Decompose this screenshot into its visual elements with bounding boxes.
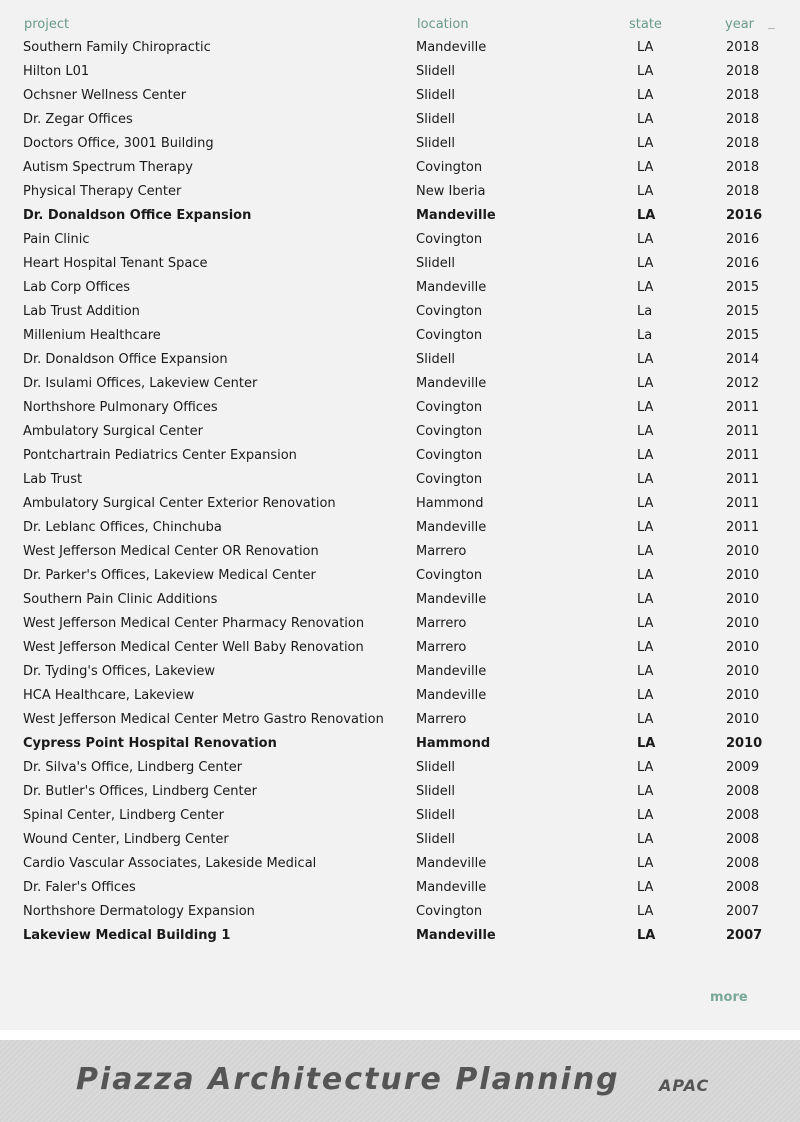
table-row — [0, 756, 800, 780]
cell-state: LA — [637, 592, 654, 607]
table-row — [0, 276, 800, 300]
cell-state: LA — [637, 856, 654, 871]
table-row — [0, 708, 800, 732]
cell-project: Ambulatory Surgical Center — [23, 424, 203, 439]
cell-year: 2010 — [726, 568, 760, 583]
cell-location: Mandeville — [416, 40, 487, 55]
cell-project: Millenium Healthcare — [23, 328, 161, 343]
cell-state: LA — [637, 256, 654, 271]
cell-year: 2018 — [726, 88, 760, 103]
cell-year: 2011 — [726, 496, 760, 511]
cell-project: West Jefferson Medical Center OR Renovation — [23, 544, 319, 559]
cell-state: LA — [637, 880, 654, 895]
cell-project: HCA Healthcare, Lakeview — [23, 688, 195, 703]
footer-divider — [0, 1030, 800, 1040]
cell-year: 2016 — [726, 232, 760, 247]
cell-project: Dr. Faler's Offices — [23, 880, 136, 895]
cell-project: Doctors Office, 3001 Building — [23, 136, 214, 151]
cell-project: Northshore Pulmonary Offices — [23, 400, 218, 415]
cell-state: LA — [637, 184, 654, 199]
table-row — [0, 684, 800, 708]
cell-location: Marrero — [416, 616, 467, 631]
cell-location: Covington — [416, 472, 483, 487]
cell-state: LA — [637, 760, 654, 775]
scroll-marker — [768, 28, 775, 29]
cell-project: Dr. Tyding's Offices, Lakeview — [23, 664, 216, 679]
cell-location: Marrero — [416, 712, 467, 727]
cell-year: 2011 — [726, 520, 760, 535]
cell-year: 2018 — [726, 184, 760, 199]
cell-project: Cypress Point Hospital Renovation — [23, 736, 277, 751]
table-row — [0, 852, 800, 876]
cell-project: Dr. Donaldson Office Expansion — [23, 208, 252, 223]
cell-year: 2008 — [726, 832, 760, 847]
cell-project: Northshore Dermatology Expansion — [23, 904, 255, 919]
cell-state: LA — [637, 832, 654, 847]
table-row — [0, 876, 800, 900]
cell-project: West Jefferson Medical Center Pharmacy Renovation — [23, 616, 365, 631]
cell-location: Mandeville — [416, 208, 496, 223]
cell-project: Hilton L01 — [23, 64, 90, 79]
cell-state: LA — [637, 808, 654, 823]
table-row — [0, 132, 800, 156]
cell-project: Dr. Zegar Offices — [23, 112, 133, 127]
cell-project: Heart Hospital Tenant Space — [23, 256, 208, 271]
cell-project: Dr. Isulami Offices, Lakeview Center — [23, 376, 258, 391]
cell-location: Mandeville — [416, 520, 487, 535]
cell-year: 2016 — [726, 208, 763, 223]
cell-location: Covington — [416, 328, 483, 343]
cell-year: 2016 — [726, 256, 760, 271]
cell-state: LA — [637, 352, 654, 367]
cell-location: Slidell — [416, 832, 455, 847]
cell-year: 2018 — [726, 136, 760, 151]
cell-state: LA — [637, 568, 654, 583]
cell-project: Dr. Donaldson Office Expansion — [23, 352, 228, 367]
cell-location: Slidell — [416, 784, 455, 799]
cell-year: 2018 — [726, 40, 760, 55]
cell-state: LA — [637, 376, 654, 391]
cell-project: Pain Clinic — [23, 232, 90, 247]
table-row — [0, 204, 800, 228]
cell-location: Covington — [416, 304, 483, 319]
table-row — [0, 804, 800, 828]
cell-state: LA — [637, 640, 654, 655]
cell-project: Autism Spectrum Therapy — [23, 160, 193, 175]
cell-location: Mandeville — [416, 280, 487, 295]
cell-year: 2010 — [726, 592, 760, 607]
cell-state: LA — [637, 472, 654, 487]
cell-project: Ochsner Wellness Center — [23, 88, 187, 103]
projects-table-body — [0, 36, 800, 948]
table-row — [0, 540, 800, 564]
cell-year: 2012 — [726, 376, 760, 391]
column-header-state: state — [629, 17, 662, 32]
cell-year: 2008 — [726, 808, 760, 823]
cell-state: LA — [637, 904, 654, 919]
table-row — [0, 900, 800, 924]
cell-location: Hammond — [416, 496, 484, 511]
cell-project: Dr. Butler's Offices, Lindberg Center — [23, 784, 257, 799]
cell-year: 2015 — [726, 304, 760, 319]
cell-year: 2018 — [726, 64, 760, 79]
table-row — [0, 84, 800, 108]
cell-project: Lakeview Medical Building 1 — [23, 928, 231, 943]
cell-state: LA — [637, 664, 654, 679]
cell-project: Lab Trust Addition — [23, 304, 140, 319]
brand-acronym: APAC — [659, 1076, 710, 1095]
cell-project: Southern Pain Clinic Additions — [23, 592, 218, 607]
cell-location: Covington — [416, 568, 483, 583]
cell-year: 2009 — [726, 760, 760, 775]
cell-year: 2010 — [726, 664, 760, 679]
cell-location: Covington — [416, 904, 483, 919]
table-row — [0, 396, 800, 420]
cell-year: 2007 — [726, 904, 760, 919]
table-row — [0, 636, 800, 660]
table-row — [0, 300, 800, 324]
table-row — [0, 348, 800, 372]
cell-state: La — [637, 304, 653, 319]
cell-year: 2014 — [726, 352, 760, 367]
cell-location: Covington — [416, 400, 483, 415]
cell-state: LA — [637, 784, 654, 799]
cell-location: Covington — [416, 448, 483, 463]
table-row — [0, 492, 800, 516]
cell-project: Dr. Silva's Office, Lindberg Center — [23, 760, 243, 775]
cell-location: Slidell — [416, 64, 455, 79]
table-row — [0, 60, 800, 84]
cell-state: LA — [637, 136, 654, 151]
cell-location: Slidell — [416, 256, 455, 271]
table-row — [0, 924, 800, 948]
cell-state: LA — [637, 616, 654, 631]
table-row — [0, 228, 800, 252]
cell-year: 2010 — [726, 544, 760, 559]
cell-project: Dr. Leblanc Offices, Chinchuba — [23, 520, 222, 535]
cell-year: 2018 — [726, 112, 760, 127]
cell-state: LA — [637, 688, 654, 703]
cell-location: Mandeville — [416, 376, 487, 391]
cell-state: LA — [637, 232, 654, 247]
cell-location: Mandeville — [416, 856, 487, 871]
table-row — [0, 420, 800, 444]
cell-project: West Jefferson Medical Center Metro Gastro Renovation — [23, 712, 384, 727]
cell-project: Pontchartrain Pediatrics Center Expansion — [23, 448, 297, 463]
cell-location: Covington — [416, 160, 483, 175]
cell-project: Ambulatory Surgical Center Exterior Renovation — [23, 496, 336, 511]
cell-location: Mandeville — [416, 928, 496, 943]
cell-location: Slidell — [416, 88, 455, 103]
cell-year: 2010 — [726, 640, 760, 655]
cell-location: Slidell — [416, 136, 455, 151]
cell-location: Slidell — [416, 352, 455, 367]
cell-project: Cardio Vascular Associates, Lakeside Medical — [23, 856, 317, 871]
cell-state: LA — [637, 208, 656, 223]
cell-year: 2007 — [726, 928, 763, 943]
cell-state: LA — [637, 424, 654, 439]
table-row — [0, 588, 800, 612]
table-row — [0, 516, 800, 540]
cell-location: Hammond — [416, 736, 491, 751]
more-link[interactable]: more — [710, 990, 748, 1005]
cell-year: 2008 — [726, 880, 760, 895]
table-row — [0, 660, 800, 684]
table-row — [0, 732, 800, 756]
cell-year: 2011 — [726, 424, 760, 439]
table-row — [0, 36, 800, 60]
cell-state: LA — [637, 520, 654, 535]
table-row — [0, 468, 800, 492]
cell-location: New Iberia — [416, 184, 486, 199]
table-row — [0, 444, 800, 468]
cell-state: LA — [637, 112, 654, 127]
table-row — [0, 612, 800, 636]
cell-state: LA — [637, 736, 656, 751]
cell-year: 2008 — [726, 784, 760, 799]
table-row — [0, 108, 800, 132]
table-row — [0, 180, 800, 204]
cell-year: 2010 — [726, 712, 760, 727]
cell-year: 2010 — [726, 616, 760, 631]
table-row — [0, 828, 800, 852]
cell-state: LA — [637, 928, 656, 943]
cell-state: LA — [637, 496, 654, 511]
cell-location: Mandeville — [416, 592, 487, 607]
cell-year: 2010 — [726, 736, 763, 751]
cell-state: LA — [637, 280, 654, 295]
cell-project: Wound Center, Lindberg Center — [23, 832, 229, 847]
cell-project: Spinal Center, Lindberg Center — [23, 808, 224, 823]
cell-location: Covington — [416, 232, 483, 247]
table-row — [0, 372, 800, 396]
cell-project: Lab Corp Offices — [23, 280, 131, 295]
cell-project: Southern Family Chiropractic — [23, 40, 211, 55]
cell-location: Marrero — [416, 640, 467, 655]
cell-state: LA — [637, 448, 654, 463]
cell-project: West Jefferson Medical Center Well Baby Renovation — [23, 640, 364, 655]
table-row — [0, 780, 800, 804]
cell-state: LA — [637, 40, 654, 55]
brand-name: Piazza Architecture Planning — [76, 1062, 620, 1097]
cell-location: Covington — [416, 424, 483, 439]
column-header-year: year — [725, 17, 755, 32]
cell-year: 2010 — [726, 688, 760, 703]
cell-year: 2011 — [726, 400, 760, 415]
cell-year: 2015 — [726, 328, 760, 343]
cell-year: 2011 — [726, 472, 760, 487]
cell-project: Lab Trust — [23, 472, 83, 487]
cell-state: LA — [637, 544, 654, 559]
column-header-project: project — [24, 17, 70, 32]
cell-year: 2008 — [726, 856, 760, 871]
cell-year: 2015 — [726, 280, 760, 295]
table-row — [0, 252, 800, 276]
cell-state: LA — [637, 88, 654, 103]
cell-location: Mandeville — [416, 664, 487, 679]
table-row — [0, 564, 800, 588]
cell-state: La — [637, 328, 653, 343]
cell-project: Dr. Parker's Offices, Lakeview Medical Center — [23, 568, 316, 583]
cell-location: Slidell — [416, 808, 455, 823]
cell-location: Mandeville — [416, 688, 487, 703]
cell-location: Slidell — [416, 760, 455, 775]
table-row — [0, 156, 800, 180]
cell-location: Mandeville — [416, 880, 487, 895]
table-row — [0, 324, 800, 348]
table-header — [0, 14, 800, 36]
cell-project: Physical Therapy Center — [23, 184, 182, 199]
cell-state: LA — [637, 400, 654, 415]
column-header-location: location — [417, 17, 469, 32]
cell-state: LA — [637, 64, 654, 79]
cell-location: Marrero — [416, 544, 467, 559]
cell-state: LA — [637, 712, 654, 727]
cell-state: LA — [637, 160, 654, 175]
cell-year: 2018 — [726, 160, 760, 175]
cell-year: 2011 — [726, 448, 760, 463]
cell-location: Slidell — [416, 112, 455, 127]
